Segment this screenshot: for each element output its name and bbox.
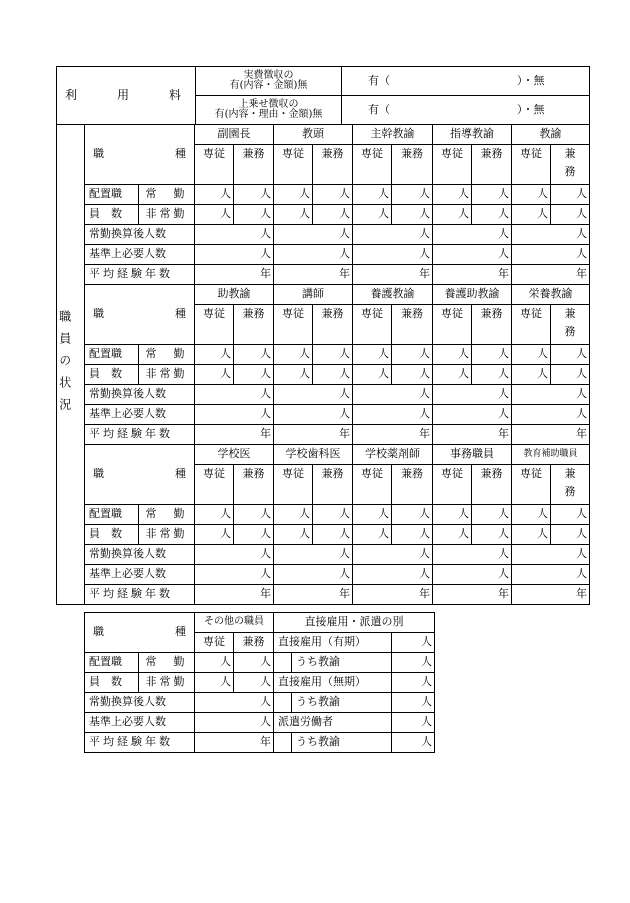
kenmu-header: 兼務 — [392, 145, 433, 185]
role-header: 学校歯科医 — [274, 445, 353, 465]
row-label-kijun: 基準上必要人数 — [85, 405, 195, 425]
other-jokin-kenmu[interactable]: 人 — [234, 653, 274, 673]
count-cell[interactable]: 人 — [234, 505, 274, 525]
count-cell[interactable]: 人 — [353, 525, 392, 545]
count-cell[interactable]: 人 — [234, 185, 274, 205]
kenmu-header: 兼務 — [472, 465, 512, 505]
count-cell[interactable]: 人 — [512, 365, 551, 385]
direct-indent-5 — [274, 733, 292, 753]
count-cell[interactable]: 人 — [234, 525, 274, 545]
value-cell[interactable]: 年 — [512, 265, 590, 285]
other-hijokin-senju[interactable]: 人 — [195, 673, 234, 693]
senju-header: 専従 — [274, 305, 313, 345]
value-cell[interactable]: 年 — [353, 425, 433, 445]
role-header: 学校薬剤師 — [353, 445, 433, 465]
count-cell[interactable]: 人 — [313, 185, 353, 205]
count-cell[interactable]: 人 — [274, 345, 313, 365]
count-cell[interactable]: 人 — [512, 505, 551, 525]
count-cell[interactable]: 人 — [353, 205, 392, 225]
value-cell[interactable]: 人 — [195, 545, 274, 565]
fees-label: 利 用 料 — [57, 67, 196, 125]
row-label-hijokin: 非常勤 — [139, 205, 195, 225]
count-cell[interactable]: 人 — [274, 505, 313, 525]
senju-header: 専従 — [512, 305, 551, 345]
direct-row-5: うち教諭 — [292, 733, 392, 753]
value-cell[interactable]: 人 — [433, 225, 512, 245]
value-cell[interactable]: 人 — [353, 225, 433, 245]
kenmu-header: 兼務 — [234, 465, 274, 505]
count-cell[interactable]: 人 — [392, 205, 433, 225]
count-cell[interactable]: 人 — [195, 205, 234, 225]
value-cell[interactable]: 年 — [195, 585, 274, 605]
direct-row-0: 直接雇用（有期） — [274, 633, 392, 653]
count-cell[interactable]: 人 — [392, 185, 433, 205]
other-shokushu: 職 種 — [85, 613, 195, 653]
senju-header: 専従 — [512, 145, 551, 185]
other-hijokin-kenmu[interactable]: 人 — [234, 673, 274, 693]
value-cell[interactable]: 年 — [195, 265, 274, 285]
direct-row-0-unit[interactable]: 人 — [392, 633, 435, 653]
count-cell[interactable]: 人 — [433, 205, 472, 225]
value-cell[interactable]: 年 — [274, 265, 353, 285]
count-cell[interactable]: 人 — [472, 345, 512, 365]
role-header: 指導教諭 — [433, 125, 512, 145]
senju-header: 専従 — [353, 145, 392, 185]
other-inzu: 員 数 — [85, 673, 139, 693]
count-cell[interactable]: 人 — [274, 185, 313, 205]
row-label-haichi: 配置職 — [85, 345, 139, 365]
row-label-kijun: 基準上必要人数 — [85, 565, 195, 585]
row-label-hijokin: 非常勤 — [139, 525, 195, 545]
row-label-kansan: 常勤換算後人数 — [85, 545, 195, 565]
senju-header: 専従 — [353, 465, 392, 505]
other-staff-table — [84, 612, 435, 753]
count-cell[interactable]: 人 — [195, 185, 234, 205]
direct-indent-1 — [274, 653, 292, 673]
count-cell[interactable]: 人 — [433, 505, 472, 525]
role-header: 学校医 — [195, 445, 274, 465]
count-cell[interactable]: 人 — [433, 345, 472, 365]
value-cell[interactable]: 人 — [433, 405, 512, 425]
value-cell[interactable]: 人 — [195, 405, 274, 425]
count-cell[interactable]: 人 — [512, 205, 551, 225]
count-cell[interactable]: 人 — [551, 505, 590, 525]
count-cell[interactable]: 人 — [433, 525, 472, 545]
kenmu-header: 兼務 — [392, 305, 433, 345]
count-cell[interactable]: 人 — [274, 525, 313, 545]
row-label-jokin: 常 勤 — [139, 345, 195, 365]
senju-header: 専従 — [195, 145, 234, 185]
count-cell[interactable]: 人 — [353, 505, 392, 525]
other-kenmu: 兼務 — [234, 633, 274, 653]
kenmu-header: 兼務 — [234, 305, 274, 345]
count-cell[interactable]: 人 — [551, 205, 590, 225]
count-cell[interactable]: 人 — [234, 205, 274, 225]
direct-row-4-unit[interactable]: 人 — [392, 713, 435, 733]
count-cell[interactable]: 人 — [392, 525, 433, 545]
count-cell[interactable]: 人 — [274, 365, 313, 385]
row-label-kansan: 常勤換算後人数 — [85, 385, 195, 405]
direct-row-3-unit[interactable]: 人 — [392, 693, 435, 713]
value-cell[interactable]: 年 — [353, 585, 433, 605]
role-header: 主幹教諭 — [353, 125, 433, 145]
value-cell[interactable]: 年 — [512, 585, 590, 605]
row-label-hijokin: 非常勤 — [139, 365, 195, 385]
senju-header: 専従 — [433, 305, 472, 345]
senju-header: 専従 — [433, 145, 472, 185]
kenmu-header: 兼 務 — [551, 465, 590, 505]
shokushu-label: 職 種 — [85, 285, 195, 345]
count-cell[interactable]: 人 — [392, 505, 433, 525]
value-cell[interactable]: 年 — [274, 425, 353, 445]
count-cell[interactable]: 人 — [313, 205, 353, 225]
role-header: 事務職員 — [433, 445, 512, 465]
value-cell[interactable]: 人 — [353, 385, 433, 405]
count-cell[interactable]: 人 — [313, 525, 353, 545]
count-cell[interactable]: 人 — [472, 205, 512, 225]
kenmu-header: 兼務 — [392, 465, 433, 505]
count-cell[interactable]: 人 — [433, 365, 472, 385]
other-keiken: 平均経験年数 — [85, 733, 195, 753]
count-cell[interactable]: 人 — [353, 185, 392, 205]
direct-row-5-unit[interactable]: 人 — [392, 733, 435, 753]
shokushu-label: 職 種 — [85, 125, 195, 185]
shokushu-label: 職 種 — [85, 445, 195, 505]
row-label-inzu: 員 数 — [85, 205, 139, 225]
value-cell[interactable]: 人 — [512, 385, 590, 405]
direct-row-3: うち教諭 — [292, 693, 392, 713]
count-cell[interactable]: 人 — [353, 345, 392, 365]
count-cell[interactable]: 人 — [472, 525, 512, 545]
count-cell[interactable]: 人 — [353, 365, 392, 385]
count-cell[interactable]: 人 — [313, 345, 353, 365]
kenmu-header: 兼 務 — [551, 305, 590, 345]
row-label-haichi: 配置職 — [85, 185, 139, 205]
count-cell[interactable]: 人 — [433, 185, 472, 205]
row-label-keiken: 平均経験年数 — [85, 585, 195, 605]
value-cell[interactable]: 人 — [512, 565, 590, 585]
count-cell[interactable]: 人 — [313, 505, 353, 525]
senju-header: 専従 — [195, 305, 234, 345]
role-header: 養護教諭 — [353, 285, 433, 305]
role-header: 助教諭 — [195, 285, 274, 305]
value-cell[interactable]: 年 — [353, 265, 433, 285]
count-cell[interactable]: 人 — [195, 505, 234, 525]
role-header: 養護助教諭 — [433, 285, 512, 305]
kenmu-header: 兼 務 — [551, 145, 590, 185]
value-cell[interactable]: 人 — [512, 225, 590, 245]
direct-header: 直接雇用・派遣の別 — [274, 613, 435, 633]
count-cell[interactable]: 人 — [313, 365, 353, 385]
count-cell[interactable]: 人 — [512, 185, 551, 205]
row-label-kansan: 常勤換算後人数 — [85, 225, 195, 245]
value-cell[interactable]: 人 — [433, 565, 512, 585]
count-cell[interactable]: 人 — [392, 345, 433, 365]
role-header: 副園長 — [195, 125, 274, 145]
direct-indent-3 — [274, 693, 292, 713]
value-cell[interactable]: 人 — [274, 245, 353, 265]
value-cell[interactable]: 年 — [512, 425, 590, 445]
row-label-inzu: 員 数 — [85, 525, 139, 545]
count-cell[interactable]: 人 — [551, 525, 590, 545]
count-cell[interactable]: 人 — [234, 365, 274, 385]
row-label-jokin: 常 勤 — [139, 505, 195, 525]
row-label-inzu: 員 数 — [85, 365, 139, 385]
count-cell[interactable]: 人 — [195, 525, 234, 545]
role-header: 栄養教諭 — [512, 285, 590, 305]
row-label-jokin: 常 勤 — [139, 185, 195, 205]
kenmu-header: 兼務 — [313, 465, 353, 505]
fees-row2-label: 上乗せ徴収の 有(内容・理由・金額)無 — [196, 96, 342, 125]
side-label: 職員の状況 — [57, 125, 85, 605]
value-cell[interactable]: 人 — [274, 545, 353, 565]
count-cell[interactable]: 人 — [472, 505, 512, 525]
value-cell[interactable]: 年 — [433, 265, 512, 285]
other-role: その他の職員 — [195, 613, 274, 633]
count-cell[interactable]: 人 — [551, 345, 590, 365]
role-header: 教諭 — [512, 125, 590, 145]
kenmu-header: 兼務 — [472, 145, 512, 185]
senju-header: 専従 — [274, 145, 313, 185]
count-cell[interactable]: 人 — [195, 345, 234, 365]
role-header: 教育補助職員 — [512, 445, 590, 465]
value-cell[interactable]: 人 — [274, 225, 353, 245]
count-cell[interactable]: 人 — [472, 365, 512, 385]
value-cell[interactable]: 人 — [433, 545, 512, 565]
kenmu-header: 兼務 — [234, 145, 274, 185]
value-cell[interactable]: 人 — [433, 245, 512, 265]
kenmu-header: 兼務 — [313, 305, 353, 345]
staff-table — [56, 124, 590, 605]
other-haichi: 配置職 — [85, 653, 139, 673]
other-kijun-value[interactable]: 人 — [195, 713, 274, 733]
value-cell[interactable]: 人 — [353, 405, 433, 425]
other-kansan-value[interactable]: 人 — [195, 693, 274, 713]
count-cell[interactable]: 人 — [512, 525, 551, 545]
direct-row-4: 派遣労働者 — [274, 713, 392, 733]
value-cell[interactable]: 人 — [353, 565, 433, 585]
row-label-keiken: 平均経験年数 — [85, 425, 195, 445]
other-jokin: 常 勤 — [139, 653, 195, 673]
fees-row2-value[interactable]: 有（ ）・無 — [342, 96, 590, 125]
direct-row-2: 直接雇用（無期） — [274, 673, 392, 693]
count-cell[interactable]: 人 — [551, 365, 590, 385]
role-header: 講師 — [274, 285, 353, 305]
other-jokin-senju[interactable]: 人 — [195, 653, 234, 673]
kenmu-header: 兼務 — [472, 305, 512, 345]
value-cell[interactable]: 人 — [274, 385, 353, 405]
value-cell[interactable]: 人 — [195, 225, 274, 245]
value-cell[interactable]: 人 — [274, 405, 353, 425]
count-cell[interactable]: 人 — [512, 345, 551, 365]
value-cell[interactable]: 年 — [433, 425, 512, 445]
value-cell[interactable]: 人 — [512, 545, 590, 565]
value-cell[interactable]: 人 — [353, 545, 433, 565]
fees-row1-value[interactable]: 有（ ）・無 — [342, 67, 590, 96]
senju-header: 専従 — [512, 465, 551, 505]
fees-row1-label: 実費徴収の 有(内容・金額)無 — [196, 67, 342, 96]
fees-table — [56, 66, 590, 125]
other-senju: 専従 — [195, 633, 234, 653]
value-cell[interactable]: 年 — [433, 585, 512, 605]
value-cell[interactable]: 年 — [274, 585, 353, 605]
senju-header: 専従 — [353, 305, 392, 345]
count-cell[interactable]: 人 — [274, 205, 313, 225]
value-cell[interactable]: 人 — [512, 405, 590, 425]
value-cell[interactable]: 年 — [195, 425, 274, 445]
other-kijun: 基準上必要人数 — [85, 713, 195, 733]
count-cell[interactable]: 人 — [472, 185, 512, 205]
senju-header: 専従 — [433, 465, 472, 505]
value-cell[interactable]: 人 — [353, 245, 433, 265]
direct-row-1-unit[interactable]: 人 — [392, 653, 435, 673]
value-cell[interactable]: 人 — [195, 245, 274, 265]
count-cell[interactable]: 人 — [234, 345, 274, 365]
value-cell[interactable]: 人 — [195, 565, 274, 585]
direct-row-2-unit[interactable]: 人 — [392, 673, 435, 693]
value-cell[interactable]: 人 — [274, 565, 353, 585]
role-header: 教頭 — [274, 125, 353, 145]
senju-header: 専従 — [274, 465, 313, 505]
senju-header: 専従 — [195, 465, 234, 505]
other-kansan: 常勤換算後人数 — [85, 693, 195, 713]
value-cell[interactable]: 人 — [512, 245, 590, 265]
row-label-haichi: 配置職 — [85, 505, 139, 525]
other-hijokin: 非常勤 — [139, 673, 195, 693]
other-keiken-value[interactable]: 年 — [195, 733, 274, 753]
kenmu-header: 兼務 — [313, 145, 353, 185]
count-cell[interactable]: 人 — [551, 185, 590, 205]
count-cell[interactable]: 人 — [195, 365, 234, 385]
row-label-keiken: 平均経験年数 — [85, 265, 195, 285]
direct-row-1: うち教諭 — [292, 653, 392, 673]
value-cell[interactable]: 人 — [195, 385, 274, 405]
value-cell[interactable]: 人 — [433, 385, 512, 405]
row-label-kijun: 基準上必要人数 — [85, 245, 195, 265]
count-cell[interactable]: 人 — [392, 365, 433, 385]
